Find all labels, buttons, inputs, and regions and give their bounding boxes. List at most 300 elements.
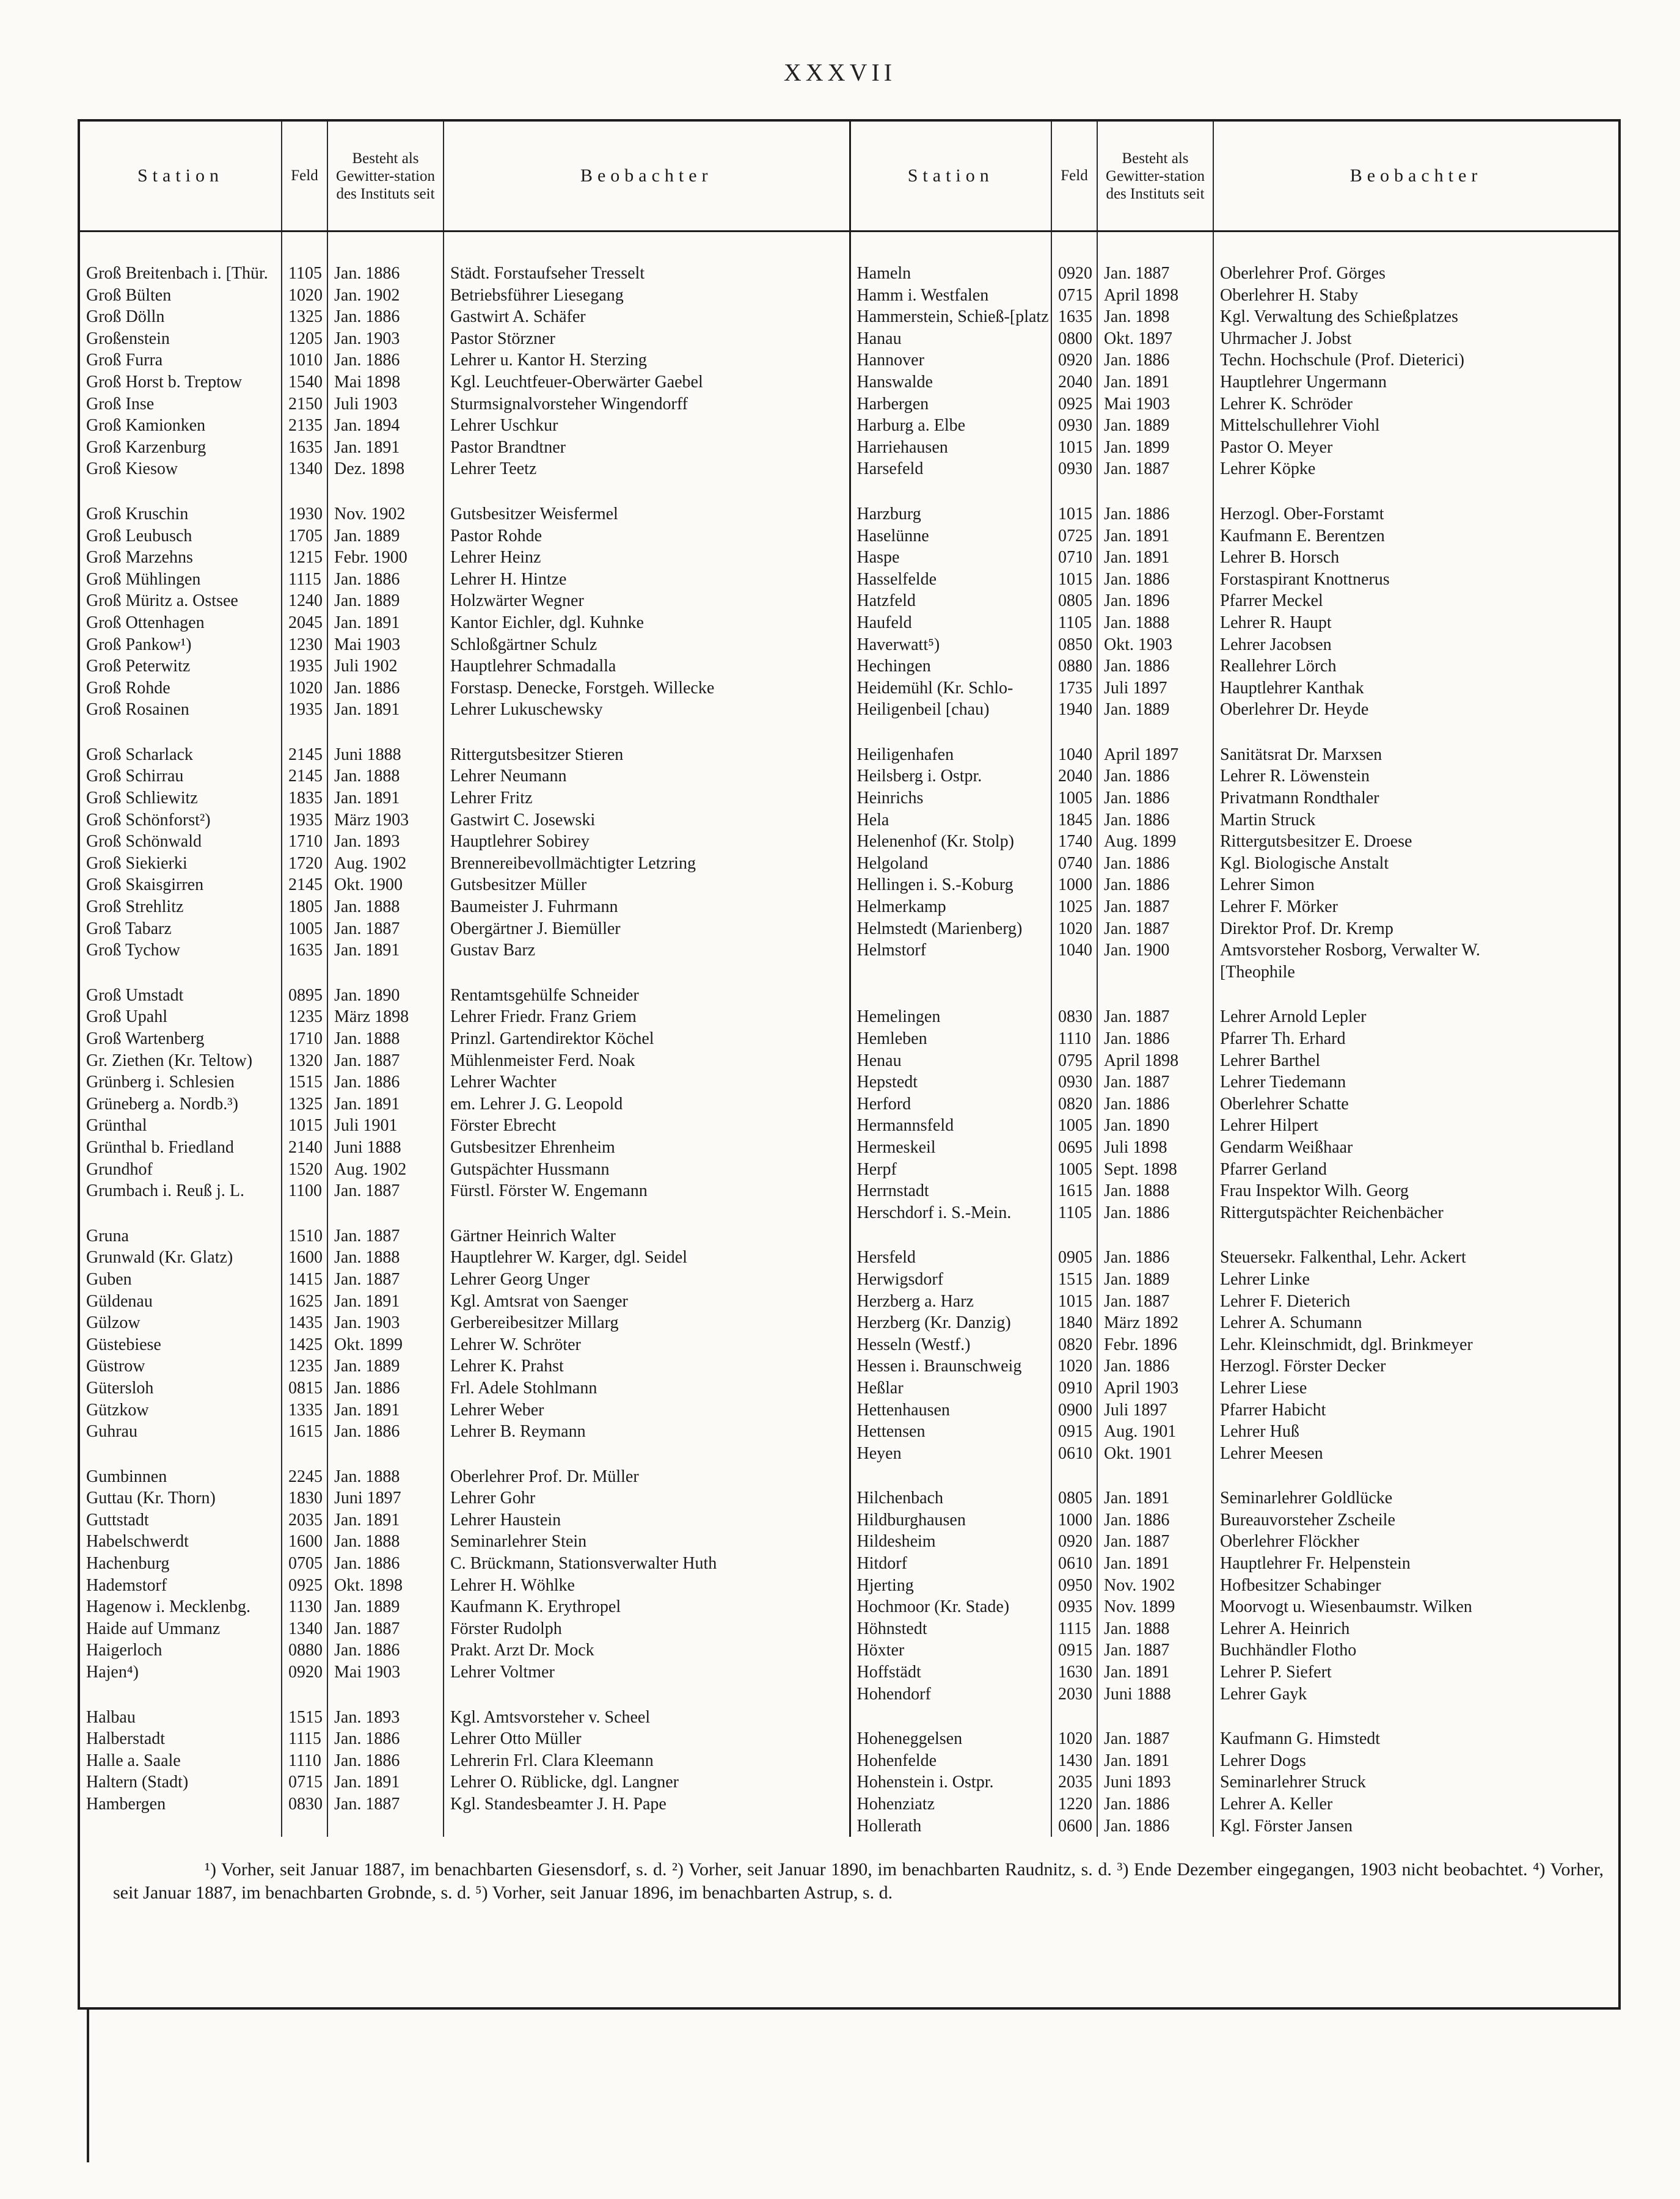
- right-since-cell: Jan. 1886: [1104, 1203, 1170, 1222]
- right-feld-cell: 0920: [1058, 1532, 1092, 1552]
- left-feld-cell: 2035: [288, 1510, 323, 1530]
- left-station-cell: Halberstadt: [86, 1729, 166, 1749]
- left-feld-cell: 1105: [288, 264, 322, 283]
- left-observer-cell: Städt. Forstaufseher Tresselt: [450, 264, 645, 283]
- right-observer-cell: Pfarrer Habicht: [1220, 1400, 1326, 1420]
- right-observer-cell: Direktor Prof. Dr. Kremp: [1220, 919, 1393, 938]
- right-feld-cell: 1735: [1058, 678, 1092, 698]
- right-station-cell: Heiligenhafen: [856, 745, 954, 764]
- right-since-cell: Jan. 1887: [1104, 459, 1170, 479]
- right-feld-cell: 1000: [1058, 1510, 1092, 1530]
- right-since-cell: Jan. 1886: [1104, 810, 1170, 830]
- left-station-cell: Gumbinnen: [86, 1467, 167, 1486]
- left-since-cell: Jan. 1889: [334, 1597, 400, 1617]
- left-since-cell: Jan. 1891: [334, 1291, 400, 1311]
- right-station-cell: Heyen: [856, 1443, 902, 1463]
- left-station-cell: Groß Schliewitz: [86, 789, 198, 808]
- left-station-cell: Groß Schönforst²): [86, 810, 211, 830]
- right-feld-cell: 1630: [1058, 1663, 1092, 1682]
- right-observer-cell: Pfarrer Gerland: [1220, 1159, 1327, 1179]
- left-observer-cell: Hauptlehrer Sobirey: [450, 832, 590, 852]
- right-station-cell: Hameln: [856, 264, 911, 283]
- left-station-cell: Groß Pankow¹): [86, 635, 192, 654]
- right-since-cell: Jan. 1891: [1104, 526, 1170, 545]
- right-since-cell: Jan. 1889: [1104, 416, 1170, 436]
- right-feld-cell: 0915: [1058, 1422, 1092, 1442]
- right-station-cell: Harbergen: [856, 394, 929, 414]
- left-observer-cell: Lehrer u. Kantor H. Sterzing: [450, 351, 647, 370]
- right-station-cell: Hildesheim: [856, 1532, 936, 1552]
- left-observer-cell: Lehrer K. Prahst: [450, 1357, 564, 1376]
- left-feld-cell: 2145: [288, 745, 323, 764]
- right-station-cell: Hettensen: [856, 1422, 926, 1442]
- col-header-since-left: Besteht als Gewitter-station des Instituts seit: [327, 122, 444, 232]
- left-station-cell: Haltern (Stadt): [86, 1773, 189, 1792]
- right-since-cell: Jan. 1889: [1104, 1269, 1170, 1289]
- left-station-cell: Guhrau: [86, 1422, 137, 1442]
- right-since-cell: Juli 1898: [1104, 1137, 1167, 1157]
- right-since-cell: Juli 1897: [1104, 678, 1167, 698]
- right-feld-cell: 0710: [1058, 548, 1092, 567]
- left-feld-cell: 1805: [288, 897, 323, 917]
- right-feld-cell: 0915: [1058, 1641, 1092, 1660]
- header-row: [80, 122, 1618, 232]
- right-since-cell: Jan. 1887: [1104, 897, 1170, 917]
- right-observer-cell: Lehrer B. Horsch: [1220, 548, 1340, 567]
- left-station-cell: Groß Kruschin: [86, 504, 189, 523]
- right-feld-cell: 0930: [1058, 1073, 1092, 1092]
- right-observer-cell: Lehrer R. Löwenstein: [1220, 767, 1370, 786]
- right-station-cell: Hermeskeil: [856, 1137, 936, 1157]
- left-station-cell: Groß Wartenberg: [86, 1029, 205, 1048]
- left-since-cell: Aug. 1902: [334, 853, 407, 873]
- left-since-cell: Jan. 1886: [334, 1729, 400, 1749]
- right-since-column: [1097, 232, 1213, 1837]
- right-station-cell: Henau: [856, 1051, 902, 1070]
- left-station-cell: Groß Breitenbach i. [Thür.: [86, 264, 268, 283]
- left-observer-cell: Lehrer H. Wöhlke: [450, 1575, 575, 1595]
- right-station-cell: Hemleben: [856, 1029, 927, 1048]
- left-station-cell: Groß Dölln: [86, 307, 165, 327]
- left-feld-cell: 1340: [288, 459, 323, 479]
- left-since-cell: Jan. 1888: [334, 1029, 400, 1048]
- left-station-column: [80, 232, 282, 1837]
- right-feld-cell: 1015: [1058, 569, 1092, 589]
- left-observer-cell: Lehrer O. Rüblicke, dgl. Langner: [450, 1773, 679, 1792]
- right-observer-cell: Oberlehrer Flöckher: [1220, 1532, 1359, 1552]
- right-station-cell: Hollerath: [856, 1816, 922, 1836]
- left-feld-cell: 1115: [288, 1729, 321, 1749]
- right-station-cell: Hepstedt: [856, 1073, 918, 1092]
- left-station-cell: Groß Umstadt: [86, 985, 184, 1005]
- left-since-cell: Jan. 1888: [334, 1532, 400, 1552]
- right-observer-cell: Lehrer A. Heinrich: [1220, 1619, 1350, 1638]
- left-observer-cell: Frl. Adele Stohlmann: [450, 1378, 597, 1398]
- left-since-cell: Jan. 1887: [334, 919, 400, 938]
- left-station-cell: Groß Kiesow: [86, 459, 178, 479]
- right-feld-cell: 0805: [1058, 591, 1092, 611]
- right-observer-cell: Sanitätsrat Dr. Marxsen: [1220, 745, 1382, 764]
- left-since-cell: Okt. 1898: [334, 1575, 403, 1595]
- left-station-cell: Halle a. Saale: [86, 1751, 181, 1770]
- left-since-cell: Jan. 1887: [334, 1795, 400, 1814]
- left-observer-cell: Kantor Eichler, dgl. Kuhnke: [450, 613, 644, 632]
- right-since-cell: Sept. 1898: [1104, 1159, 1177, 1179]
- right-feld-cell: [1052, 961, 1097, 983]
- left-station-cell: Grünberg i. Schlesien: [86, 1073, 235, 1092]
- right-station-cell: Helmerkamp: [856, 897, 946, 917]
- right-feld-cell: 0950: [1058, 1575, 1092, 1595]
- right-observer-cell: Amtsvorsteher Rosborg, Verwalter W.: [1220, 941, 1480, 960]
- right-observer-cell: Lehrer Linke: [1220, 1269, 1310, 1289]
- right-feld-cell: 0800: [1058, 329, 1092, 348]
- left-feld-cell: 1325: [288, 307, 323, 327]
- left-feld-cell: 0880: [288, 1641, 323, 1660]
- right-since-cell: [1098, 961, 1213, 983]
- right-station-cell: Haverwatt⁵): [856, 635, 940, 654]
- left-feld-cell: 1130: [288, 1597, 322, 1617]
- left-since-cell: Juli 1902: [334, 657, 398, 676]
- right-since-cell: Jan. 1888: [1104, 613, 1170, 632]
- left-since-cell: Jan. 1886: [334, 1073, 400, 1092]
- left-observer-cell: Mühlenmeister Ferd. Noak: [450, 1051, 635, 1070]
- left-since-cell: Jan. 1903: [334, 1313, 400, 1333]
- left-observer-cell: Lehrer Friedr. Franz Griem: [450, 1007, 637, 1027]
- right-feld-cell: 0910: [1058, 1378, 1092, 1398]
- left-feld-cell: 1830: [288, 1489, 323, 1508]
- right-feld-cell: 1040: [1058, 941, 1092, 960]
- right-observer-cell: Lehrer F. Dieterich: [1220, 1291, 1351, 1311]
- left-since-cell: Jan. 1903: [334, 329, 400, 348]
- right-observer-cell: Oberlehrer Prof. Görges: [1220, 264, 1386, 283]
- left-observer-cell: Schloßgärtner Schulz: [450, 635, 597, 654]
- left-feld-cell: 0705: [288, 1554, 323, 1574]
- left-feld-cell: 1635: [288, 437, 323, 457]
- right-station-cell: Heinrichs: [856, 789, 924, 808]
- right-observer-cell: Lehrer F. Mörker: [1220, 897, 1338, 917]
- right-feld-cell: 1430: [1058, 1751, 1092, 1770]
- left-observer-cell: Lehrer Georg Unger: [450, 1269, 590, 1289]
- left-feld-cell: 1435: [288, 1313, 323, 1333]
- left-observer-cell: Lehrer Heinz: [450, 548, 541, 567]
- left-since-column: [327, 232, 444, 1837]
- right-station-cell: Hechingen: [856, 657, 931, 676]
- left-feld-cell: 1615: [288, 1422, 323, 1442]
- right-observer-cell: Moorvogt u. Wiesenbaumstr. Wilken: [1220, 1597, 1472, 1617]
- left-station-cell: Groß Marzehns: [86, 548, 193, 567]
- left-station-cell: Groß Horst b. Treptow: [86, 372, 243, 392]
- left-station-cell: Groß Upahl: [86, 1007, 167, 1027]
- right-since-cell: Jan. 1891: [1104, 1554, 1170, 1574]
- right-observer-cell: Lehrer Dogs: [1220, 1751, 1306, 1770]
- left-feld-cell: 1340: [288, 1619, 323, 1638]
- left-feld-cell: 1110: [288, 1751, 321, 1770]
- right-since-cell: Jan. 1887: [1104, 1641, 1170, 1660]
- right-since-cell: Jan. 1890: [1104, 1116, 1170, 1136]
- right-feld-cell: 0905: [1058, 1248, 1092, 1267]
- left-since-cell: Jan. 1887: [334, 1051, 400, 1070]
- left-station-cell: Haide auf Ummanz: [86, 1619, 221, 1638]
- right-since-cell: Jan. 1886: [1104, 875, 1170, 895]
- right-feld-cell: 1005: [1058, 1159, 1092, 1179]
- right-feld-cell: 2030: [1058, 1684, 1092, 1704]
- left-station-cell: Guttstadt: [86, 1510, 149, 1530]
- left-observer-cell: Lehrer Otto Müller: [450, 1729, 582, 1749]
- right-since-cell: Jan. 1896: [1104, 591, 1170, 611]
- right-since-cell: Jan. 1900: [1104, 941, 1170, 960]
- left-observer-cell: Rittergutsbesitzer Stieren: [450, 745, 624, 764]
- right-since-cell: Jan. 1891: [1104, 548, 1170, 567]
- left-station-cell: Hachenburg: [86, 1554, 170, 1574]
- left-feld-cell: 1215: [288, 548, 323, 567]
- right-feld-cell: 0820: [1058, 1094, 1092, 1114]
- left-feld-cell: 1520: [288, 1159, 323, 1179]
- left-observer-cell: Brennereibevollmächtigter Letzring: [450, 853, 696, 873]
- left-observer-cell: Pastor Rohde: [450, 526, 542, 545]
- left-since-cell: Jan. 1886: [334, 569, 400, 589]
- right-station-cell: Hoffstädt: [856, 1663, 921, 1682]
- right-since-cell: Jan. 1891: [1104, 1663, 1170, 1682]
- left-station-cell: Guttau (Kr. Thorn): [86, 1489, 216, 1508]
- right-feld-cell: 0830: [1058, 1007, 1092, 1027]
- right-feld-column: [1051, 232, 1097, 1837]
- left-since-cell: Jan. 1902: [334, 285, 400, 305]
- right-station-cell: Hammerstein, Schieß-[platz: [856, 307, 1049, 327]
- left-since-cell: Okt. 1900: [334, 875, 403, 895]
- right-station-cell: Hohendorf: [856, 1684, 931, 1704]
- left-feld-cell: 1020: [288, 285, 323, 305]
- footnotes: [113, 1858, 1604, 1905]
- right-station-cell: Hettenhausen: [856, 1400, 950, 1420]
- right-observer-cell: Rittergutsbesitzer E. Droese: [1220, 832, 1412, 852]
- left-observer-cell: Kaufmann K. Erythropel: [450, 1597, 621, 1617]
- right-observer-cell: Oberlehrer Schatte: [1220, 1094, 1349, 1114]
- right-feld-cell: 1740: [1058, 832, 1092, 852]
- left-station-cell: Groß Mühlingen: [86, 569, 201, 589]
- left-feld-cell: 1635: [288, 941, 323, 960]
- right-since-cell: Jan. 1886: [1104, 657, 1170, 676]
- left-observer-cell: Lehrer Weber: [450, 1400, 544, 1420]
- right-since-cell: April 1898: [1104, 1051, 1179, 1070]
- right-feld-cell: 1040: [1058, 745, 1092, 764]
- right-feld-cell: 1220: [1058, 1795, 1092, 1814]
- right-station-cell: Hoheneggelsen: [856, 1729, 963, 1749]
- right-feld-cell: 0805: [1058, 1489, 1092, 1508]
- left-feld-cell: 1010: [288, 351, 323, 370]
- left-observer-cell: Lehrerin Frl. Clara Kleemann: [450, 1751, 654, 1770]
- right-station-cell: Hanswalde: [856, 372, 933, 392]
- left-since-cell: Mai 1903: [334, 635, 401, 654]
- right-station-cell: Höxter: [856, 1641, 905, 1660]
- right-station-cell: Heiligenbeil [chau): [856, 700, 990, 720]
- left-since-cell: Juni 1888: [334, 745, 401, 764]
- right-feld-cell: 0920: [1058, 264, 1092, 283]
- right-feld-cell: 1000: [1058, 875, 1092, 895]
- left-observer-cell: Gutsbesitzer Ehrenheim: [450, 1137, 615, 1157]
- left-feld-cell: 2135: [288, 416, 323, 436]
- right-station-column: [850, 232, 1051, 1837]
- left-feld-cell: 1935: [288, 657, 323, 676]
- right-observer-cell: Oberlehrer Dr. Heyde: [1220, 700, 1369, 720]
- right-station-cell: Harriehausen: [856, 437, 948, 457]
- right-feld-cell: 0795: [1058, 1051, 1092, 1070]
- right-feld-cell: 0740: [1058, 853, 1092, 873]
- left-observer-cell: Lehrer Fritz: [450, 789, 533, 808]
- left-feld-cell: 1335: [288, 1400, 323, 1420]
- right-since-cell: Aug. 1899: [1104, 832, 1177, 852]
- right-since-cell: Jan. 1886: [1104, 789, 1170, 808]
- right-observer-column: [1213, 232, 1618, 1837]
- right-station-cell: Helgoland: [856, 853, 929, 873]
- left-station-cell: Hajen⁴): [86, 1663, 139, 1682]
- col-header-station-left: Station: [80, 122, 282, 232]
- left-since-cell: Jan. 1888: [334, 1467, 400, 1486]
- left-station-cell: Groß Inse: [86, 394, 155, 414]
- page-number: XXXVII: [783, 59, 897, 86]
- left-since-cell: Jan. 1891: [334, 1400, 400, 1420]
- left-observer-cell: Hauptlehrer W. Karger, dgl. Seidel: [450, 1248, 687, 1267]
- left-since-cell: Jan. 1887: [334, 1619, 400, 1638]
- left-station-cell: Groß Kamionken: [86, 416, 206, 436]
- right-feld-cell: 1110: [1058, 1029, 1091, 1048]
- left-feld-cell: 1425: [288, 1335, 323, 1354]
- left-station-cell: Halbau: [86, 1707, 136, 1727]
- right-station-cell: Hanau: [856, 329, 902, 348]
- right-observer-cell: Lehrer Arnold Lepler: [1220, 1007, 1367, 1027]
- left-since-cell: Dez. 1898: [334, 459, 405, 479]
- right-observer-cell: Lehrer Jacobsen: [1220, 635, 1332, 654]
- right-since-cell: Jan. 1888: [1104, 1619, 1170, 1638]
- left-observer-cell: Kgl. Standesbeamter J. H. Pape: [450, 1795, 667, 1814]
- right-observer-cell: Lehrer A. Schumann: [1220, 1313, 1362, 1333]
- left-station-cell: Groß Tychow: [86, 941, 180, 960]
- left-feld-cell: 1115: [288, 569, 321, 589]
- left-since-cell: Jan. 1886: [334, 678, 400, 698]
- left-since-cell: Jan. 1890: [334, 985, 400, 1005]
- right-since-cell: Jan. 1887: [1104, 1729, 1170, 1749]
- left-observer-cell: Gustav Barz: [450, 941, 536, 960]
- right-feld-cell: 0610: [1058, 1443, 1092, 1463]
- right-observer-cell: Lehrer A. Keller: [1220, 1795, 1333, 1814]
- left-observer-cell: Baumeister J. Fuhrmann: [450, 897, 618, 917]
- left-station-cell: Grünthal b. Friedland: [86, 1137, 234, 1157]
- left-since-cell: Okt. 1899: [334, 1335, 403, 1354]
- left-observer-cell: Gastwirt C. Josewski: [450, 810, 596, 830]
- left-since-cell: Jan. 1886: [334, 1378, 400, 1398]
- right-since-cell: Jan. 1887: [1104, 1532, 1170, 1552]
- right-station-cell: Hohenziatz: [856, 1795, 935, 1814]
- right-observer-cell: Hofbesitzer Schabinger: [1220, 1575, 1381, 1595]
- right-station-cell: Hermannsfeld: [856, 1116, 954, 1136]
- right-feld-cell: 1115: [1058, 1619, 1091, 1638]
- right-since-cell: Jan. 1886: [1104, 351, 1170, 370]
- left-station-cell: Güstrow: [86, 1357, 145, 1376]
- right-observer-cell: Kaufmann G. Himstedt: [1220, 1729, 1381, 1749]
- right-since-cell: Nov. 1902: [1104, 1575, 1175, 1595]
- left-station-cell: Großenstein: [86, 329, 170, 348]
- left-observer-cell: Gutspächter Hussmann: [450, 1159, 610, 1179]
- right-station-cell: Hjerting: [856, 1575, 914, 1595]
- right-observer-cell: Lehrer Simon: [1220, 875, 1315, 895]
- footnote-text: ¹) Vorher, seit Januar 1887, im benachbarten Giesensdorf, s. d. ²) Vorher, seit Januar 1890, im benachbarten Raudnitz, s. d. ³) Ende Dezember eingegangen, 1903 nicht beobachtet. ⁴) Vorher, seit Januar 1887, im benachbarten Grobnde, s. d. ⁵) Vorher, seit Januar 1896, im benachbarten Astrup, s. d.: [113, 1859, 1604, 1903]
- left-observer-cell: Hauptlehrer Schmadalla: [450, 657, 616, 676]
- right-observer-cell: Forstaspirant Knottnerus: [1220, 569, 1390, 589]
- right-since-cell: Jan. 1886: [1104, 767, 1170, 786]
- left-since-cell: Juni 1888: [334, 1137, 401, 1157]
- left-since-cell: Jan. 1886: [334, 264, 400, 283]
- right-observer-cell: Frau Inspektor Wilh. Georg: [1220, 1181, 1409, 1201]
- right-station-cell: Höhnstedt: [856, 1619, 927, 1638]
- left-since-cell: Jan. 1893: [334, 832, 400, 852]
- right-observer-cell: Uhrmacher J. Jobst: [1220, 329, 1352, 348]
- left-feld-cell: 2245: [288, 1467, 323, 1486]
- left-station-cell: Groß Strehlitz: [86, 897, 184, 917]
- right-feld-cell: 1105: [1058, 1203, 1092, 1222]
- left-feld-cell: 1235: [288, 1357, 323, 1376]
- left-feld-cell: 1235: [288, 1007, 323, 1027]
- right-since-cell: Jan. 1898: [1104, 307, 1170, 327]
- left-station-cell: Groß Peterwitz: [86, 657, 191, 676]
- right-since-cell: Jan. 1886: [1104, 1816, 1170, 1836]
- right-station-cell: [851, 961, 1051, 983]
- left-feld-cell: 2145: [288, 875, 323, 895]
- left-observer-cell: Gutsbesitzer Müller: [450, 875, 587, 895]
- left-since-cell: Juli 1903: [334, 394, 398, 414]
- left-feld-cell: 1625: [288, 1291, 323, 1311]
- left-since-cell: Juni 1897: [334, 1489, 401, 1508]
- right-since-cell: März 1892: [1104, 1313, 1179, 1333]
- left-feld-cell: 1515: [288, 1707, 323, 1727]
- right-observer-cell: Hauptlehrer Fr. Helpenstein: [1220, 1554, 1411, 1574]
- right-station-cell: Hohenstein i. Ostpr.: [856, 1773, 994, 1792]
- right-since-cell: Mai 1903: [1104, 394, 1171, 414]
- left-since-cell: März 1898: [334, 1007, 409, 1027]
- right-observer-cell: Lehrer Hilpert: [1220, 1116, 1318, 1136]
- left-observer-cell: Lehrer B. Reymann: [450, 1422, 586, 1442]
- right-observer-cell: Techn. Hochschule (Prof. Dieterici): [1220, 351, 1464, 370]
- left-feld-cell: 1720: [288, 853, 323, 873]
- left-observer-cell: Sturmsignalvorsteher Wingendorff: [450, 394, 688, 414]
- right-feld-cell: 1015: [1058, 1291, 1092, 1311]
- left-since-cell: Jan. 1891: [334, 437, 400, 457]
- left-observer-cell: Lehrer Teetz: [450, 459, 537, 479]
- right-station-cell: Herford: [856, 1094, 911, 1114]
- left-observer-cell: Lehrer Uschkur: [450, 416, 558, 436]
- right-station-cell: Herrnstadt: [856, 1181, 929, 1201]
- left-observer-cell: Seminarlehrer Stein: [450, 1532, 587, 1552]
- right-since-cell: Jan. 1886: [1104, 853, 1170, 873]
- left-since-cell: Jan. 1886: [334, 1554, 400, 1574]
- left-observer-cell: em. Lehrer J. G. Leopold: [450, 1094, 623, 1114]
- left-observer-cell: Lehrer Neumann: [450, 767, 567, 786]
- left-station-cell: Groß Scharlack: [86, 745, 193, 764]
- left-feld-cell: 1005: [288, 919, 323, 938]
- left-feld-cell: 0920: [288, 1663, 323, 1682]
- right-observer-cell: Pastor O. Meyer: [1220, 437, 1333, 457]
- right-observer-cell: Mittelschullehrer Viohl: [1220, 416, 1380, 436]
- right-feld-cell: 1015: [1058, 504, 1092, 523]
- col-header-feld-right: Feld: [1051, 122, 1097, 232]
- right-observer-cell: Lehr. Kleinschmidt, dgl. Brinkmeyer: [1220, 1335, 1473, 1354]
- left-observer-cell: Gutsbesitzer Weisfermel: [450, 504, 618, 523]
- right-observer-cell: Gendarm Weißhaar: [1220, 1137, 1353, 1157]
- right-observer-cell: [Theophile: [1220, 962, 1295, 982]
- right-observer-cell: Steuersekr. Falkenthal, Lehr. Ackert: [1220, 1248, 1466, 1267]
- left-observer-cell: Förster Ebrecht: [450, 1116, 557, 1136]
- left-feld-cell: 1710: [288, 832, 323, 852]
- left-observer-cell: C. Brückmann, Stationsverwalter Huth: [450, 1554, 717, 1574]
- left-feld-cell: 2150: [288, 394, 323, 414]
